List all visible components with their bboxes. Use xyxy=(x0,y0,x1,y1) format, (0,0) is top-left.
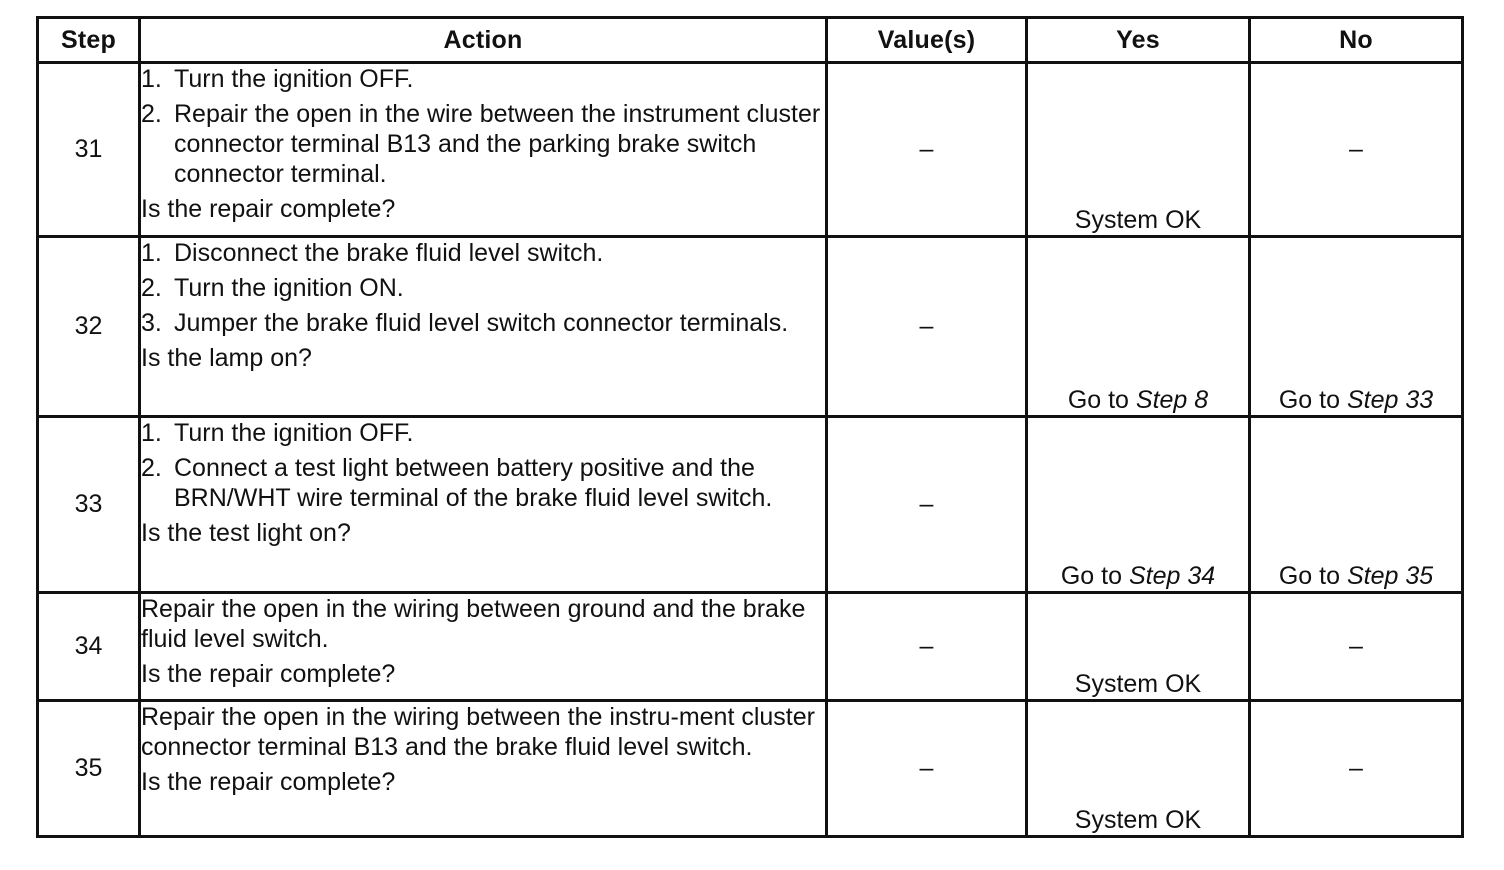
table-row xyxy=(38,417,1463,593)
action-cell xyxy=(140,237,827,417)
yes-result xyxy=(1027,237,1250,417)
yes-result: System OK xyxy=(1027,593,1250,701)
item-text: Disconnect the brake fluid level switch. xyxy=(174,239,604,267)
step-number: 31 xyxy=(38,63,140,237)
goto-prefix: Go to xyxy=(1278,562,1347,590)
item-text: Turn the ignition OFF. xyxy=(174,419,414,447)
action-item xyxy=(141,308,825,338)
header-step: Step xyxy=(38,18,140,63)
header-action: Action xyxy=(140,18,827,63)
item-number: 2. xyxy=(141,454,162,482)
item-text: Connect a test light between battery positive and the BRN/WHT wire terminal of the brake fluid level switch. xyxy=(174,454,773,512)
value-cell: – xyxy=(827,63,1027,237)
value-cell: – xyxy=(827,237,1027,417)
diagnostic-table-sheet xyxy=(36,16,1461,838)
action-cell xyxy=(140,593,827,701)
item-number: 1. xyxy=(141,65,162,93)
item-number: 1. xyxy=(141,239,162,267)
diagnostic-table xyxy=(36,16,1464,838)
step-number: 35 xyxy=(38,701,140,837)
action-item xyxy=(141,418,825,448)
action-item xyxy=(141,273,825,303)
table-row xyxy=(38,593,1463,701)
item-text: Jumper the brake fluid level switch connector terminals. xyxy=(174,309,789,337)
action-question: Is the repair complete? xyxy=(141,195,396,223)
action-question: Is the repair complete? xyxy=(141,660,396,688)
step-reference-link[interactable]: Step 33 xyxy=(1346,386,1434,414)
action-text: Repair the open in the wiring between the instru-ment cluster connector terminal B13 and the brake fluid level switch. xyxy=(141,703,815,761)
header-values: Value(s) xyxy=(827,18,1027,63)
action-text: Repair the open in the wiring between ground and the brake fluid level switch. xyxy=(141,595,806,653)
value-cell: – xyxy=(827,593,1027,701)
header-yes: Yes xyxy=(1027,18,1250,63)
step-number: 32 xyxy=(38,237,140,417)
item-text: Turn the ignition ON. xyxy=(174,274,404,302)
action-cell xyxy=(140,417,827,593)
no-result xyxy=(1250,417,1463,593)
action-item xyxy=(141,64,825,94)
table-row xyxy=(38,63,1463,237)
action-question: Is the test light on? xyxy=(141,519,351,547)
value-cell: – xyxy=(827,417,1027,593)
header-no: No xyxy=(1250,18,1463,63)
table-row xyxy=(38,701,1463,837)
no-result: – xyxy=(1250,63,1463,237)
action-item xyxy=(141,99,825,189)
step-number: 33 xyxy=(38,417,140,593)
action-cell xyxy=(140,63,827,237)
yes-result: System OK xyxy=(1027,701,1250,837)
table-header-row xyxy=(38,18,1463,63)
value-cell: – xyxy=(827,701,1027,837)
item-number: 2. xyxy=(141,274,162,302)
step-number: 34 xyxy=(38,593,140,701)
table-row xyxy=(38,237,1463,417)
action-item xyxy=(141,238,825,268)
item-number: 3. xyxy=(141,309,162,337)
no-result: – xyxy=(1250,593,1463,701)
yes-result: System OK xyxy=(1027,63,1250,237)
goto-prefix: Go to xyxy=(1067,386,1136,414)
no-result xyxy=(1250,237,1463,417)
step-reference-link[interactable]: Step 35 xyxy=(1346,562,1434,590)
goto-prefix: Go to xyxy=(1278,386,1347,414)
action-item xyxy=(141,453,825,513)
yes-result xyxy=(1027,417,1250,593)
item-text: Turn the ignition OFF. xyxy=(174,65,414,93)
no-result: – xyxy=(1250,701,1463,837)
step-reference-link[interactable]: Step 34 xyxy=(1128,562,1216,590)
step-reference-link[interactable]: Step 8 xyxy=(1135,386,1209,414)
action-question: Is the repair complete? xyxy=(141,768,396,796)
item-number: 1. xyxy=(141,419,162,447)
action-question: Is the lamp on? xyxy=(141,344,312,372)
item-number: 2. xyxy=(141,100,162,128)
item-text: Repair the open in the wire between the instrument cluster connector terminal B13 and the parking brake switch connector terminal. xyxy=(174,100,821,188)
goto-prefix: Go to xyxy=(1060,562,1129,590)
action-cell xyxy=(140,701,827,837)
